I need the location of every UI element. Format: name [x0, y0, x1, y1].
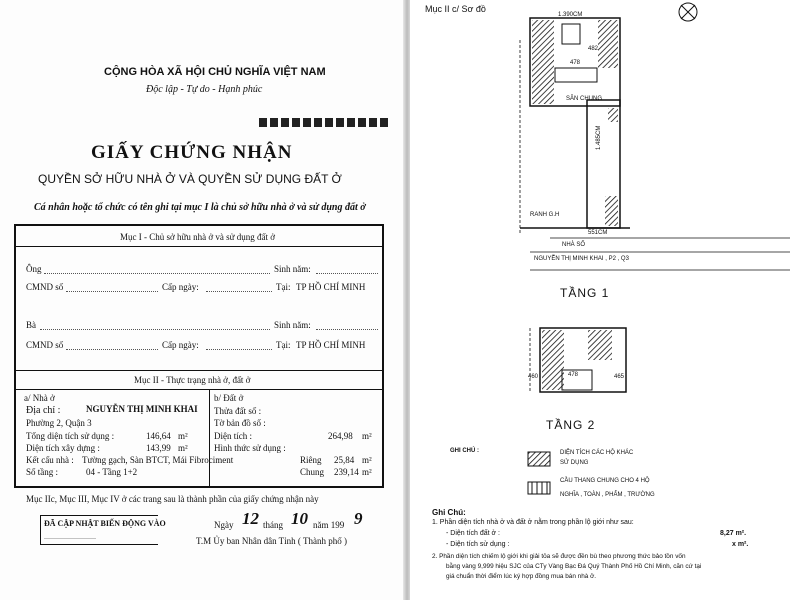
north-arrow-icon	[679, 3, 697, 21]
street-label: NGUYỄN THỊ MINH KHAI , P2 , Q3	[534, 256, 629, 262]
notes-title: Ghi Chú:	[432, 508, 466, 517]
land-section-label: b/ Đất ở	[214, 393, 244, 403]
floors-label: Số tầng :	[26, 467, 59, 477]
land-area-unit: m²	[362, 431, 372, 441]
address-value: NGUYỄN THỊ MINH KHAI	[86, 404, 198, 414]
issue-date-label-2: Cấp ngày:	[162, 340, 199, 350]
diagram-section-label: Mục II c/ Sơ đồ	[425, 4, 486, 14]
id-label-2: CMND số	[26, 340, 64, 350]
date-day: 12	[242, 509, 259, 528]
structure-value: Tường gạch, Sàn BTCT, Mái Fibrociment	[82, 455, 234, 465]
note-1b-label: - Diện tích sử dụng :	[446, 541, 510, 548]
dim-478-a: 478	[570, 60, 581, 66]
dim-460: 460	[528, 374, 539, 380]
parcel-label: Thửa đất số :	[214, 406, 262, 416]
house-number-label: NHÀ SỐ	[562, 242, 586, 248]
certificate-intro: Cá nhân hoặc tổ chức có tên ghi tại mục I là chủ sở hữu nhà ở và sử dụng đất ở	[34, 202, 366, 213]
date-year-label: năm 199	[313, 520, 345, 530]
ward-district-value: Phường 2, Quận 3	[26, 418, 92, 428]
build-area-value: 143,99	[146, 443, 171, 453]
certificate-title: GIẤY CHỨNG NHẬN	[91, 142, 293, 163]
note-1: 1. Phần diện tích nhà ở và đất ở nằm trong phần lộ giới như sau:	[432, 519, 634, 526]
floor2-caption: TẦNG 2	[546, 418, 596, 432]
issue-place-value-2: TP HỒ CHÍ MINH	[296, 340, 366, 350]
usage-form-label: Hình thức sử dụng :	[214, 443, 286, 453]
issue-place-value-1: TP HỒ CHÍ MINH	[296, 282, 366, 292]
date-prefix: Ngày	[214, 520, 234, 530]
shared-yard-label: SÂN CHUNG	[566, 96, 603, 102]
legend-title: GHI CHÚ :	[450, 448, 479, 454]
map-sheet-label: Tờ bản đồ số :	[214, 418, 266, 428]
private-label: Riêng	[300, 455, 322, 465]
issue-date-label-1: Cấp ngày:	[162, 282, 199, 292]
legend-item2-line2: NGHĨA , TOÀN , PHẨM , TRƯỜNG	[560, 492, 655, 498]
dim-482: 482	[588, 46, 599, 52]
legend-item1-line2: SỬ DỤNG	[560, 460, 589, 466]
build-area-unit: m²	[178, 443, 188, 453]
note-1a-value: 8,27 m².	[720, 530, 747, 537]
shared-unit: m²	[362, 467, 372, 477]
floor1-caption: TẦNG 1	[560, 286, 610, 300]
legend-item1-line1: DIỆN TÍCH CÁC HỘ KHÁC	[560, 450, 634, 456]
serial-boxes	[259, 118, 388, 127]
note-2-line1: 2. Phần diện tích chiếm lộ giới khi giải tỏa sẽ được đền bù theo phương thức bảo tồn vốn	[432, 553, 686, 560]
land-area-label: Diện tích :	[214, 431, 252, 441]
national-motto: Độc lập - Tự do - Hạnh phúc	[146, 84, 263, 95]
floorplan-drawing	[410, 0, 800, 600]
land-area-value: 264,98	[328, 431, 353, 441]
stamp-text: ĐÃ CẬP NHẬT BIẾN ĐỘNG VÀO	[44, 519, 166, 528]
floor1-plan	[520, 18, 790, 270]
owner-ong-label: Ông	[26, 264, 42, 274]
birth-year-label-1: Sinh năm:	[274, 264, 311, 274]
id-label-1: CMND số	[26, 282, 64, 292]
birth-year-label-2: Sinh năm:	[274, 320, 311, 330]
note-2-line3: giá chuẩn thời điểm lúc ký hợp đồng mua bán nhà ở.	[446, 573, 597, 580]
total-area-unit: m²	[178, 431, 188, 441]
national-header: CỘNG HÒA XÃ HỘI CHỦ NGHĨA VIỆT NAM	[104, 66, 326, 78]
note-1a-label: - Diện tích đất ở :	[446, 530, 501, 537]
dim-long: 1.485CM	[596, 125, 602, 150]
structure-label: Kết cấu nhà :	[26, 455, 74, 465]
floor2-plan	[530, 328, 626, 392]
legend-item2-line1: CẦU THANG CHUNG CHO 4 HỘ	[560, 478, 650, 484]
private-value: 25,84	[334, 455, 355, 465]
note-1b-value: x m².	[732, 541, 749, 548]
owner-ba-label: Bà	[26, 320, 36, 330]
note-2-line2: bằng vàng 9,999 hiệu SJC của CTy Vàng Bạc Đá Quý Thành Phố Hồ Chí Minh, căn cứ tại	[446, 563, 702, 570]
build-area-label: Diện tích xây dựng :	[26, 443, 100, 453]
house-section-label: a/ Nhà ở	[24, 393, 55, 403]
date-month-label: tháng	[263, 520, 283, 530]
boundary-label: RANH G.H	[530, 212, 560, 218]
dim-478-b: 478	[568, 372, 579, 378]
total-area-label: Tổng diện tích sử dụng :	[26, 431, 115, 441]
shared-value: 239,14	[334, 467, 359, 477]
date-month: 10	[291, 509, 308, 528]
dim-465: 465	[614, 374, 625, 380]
certificate-subtitle: QUYỀN SỞ HỮU NHÀ Ở VÀ QUYỀN SỬ DỤNG ĐẤT Ở	[38, 172, 342, 186]
issue-place-label-1: Tại:	[276, 282, 291, 292]
date-year-digit: 9	[354, 509, 363, 528]
address-label: Địa chỉ :	[26, 405, 61, 416]
signatory: T.M Ủy ban Nhân dân Tỉnh ( Thành phố )	[196, 536, 347, 546]
total-area-value: 146,64	[146, 431, 171, 441]
dim-bottom: 551CM	[588, 230, 608, 236]
legend-hatch-swatch	[528, 452, 550, 466]
section1-heading: Mục I - Chủ sở hữu nhà ở và sử dụng đất ở	[120, 232, 276, 242]
stamp-dots: ..........................	[44, 532, 96, 541]
shared-label: Chung	[300, 467, 325, 477]
floors-value: 04 - Tầng 1+2	[86, 467, 138, 477]
dim-top: 1.390CM	[558, 12, 583, 18]
section2-heading: Mục II - Thực trạng nhà ở, đất ở	[134, 375, 251, 385]
private-unit: m²	[362, 455, 372, 465]
issue-place-label-2: Tại:	[276, 340, 291, 350]
footer-note: Mục IIc, Mục III, Mục IV ở các trang sau là thành phần của giấy chứng nhận này	[26, 494, 319, 504]
